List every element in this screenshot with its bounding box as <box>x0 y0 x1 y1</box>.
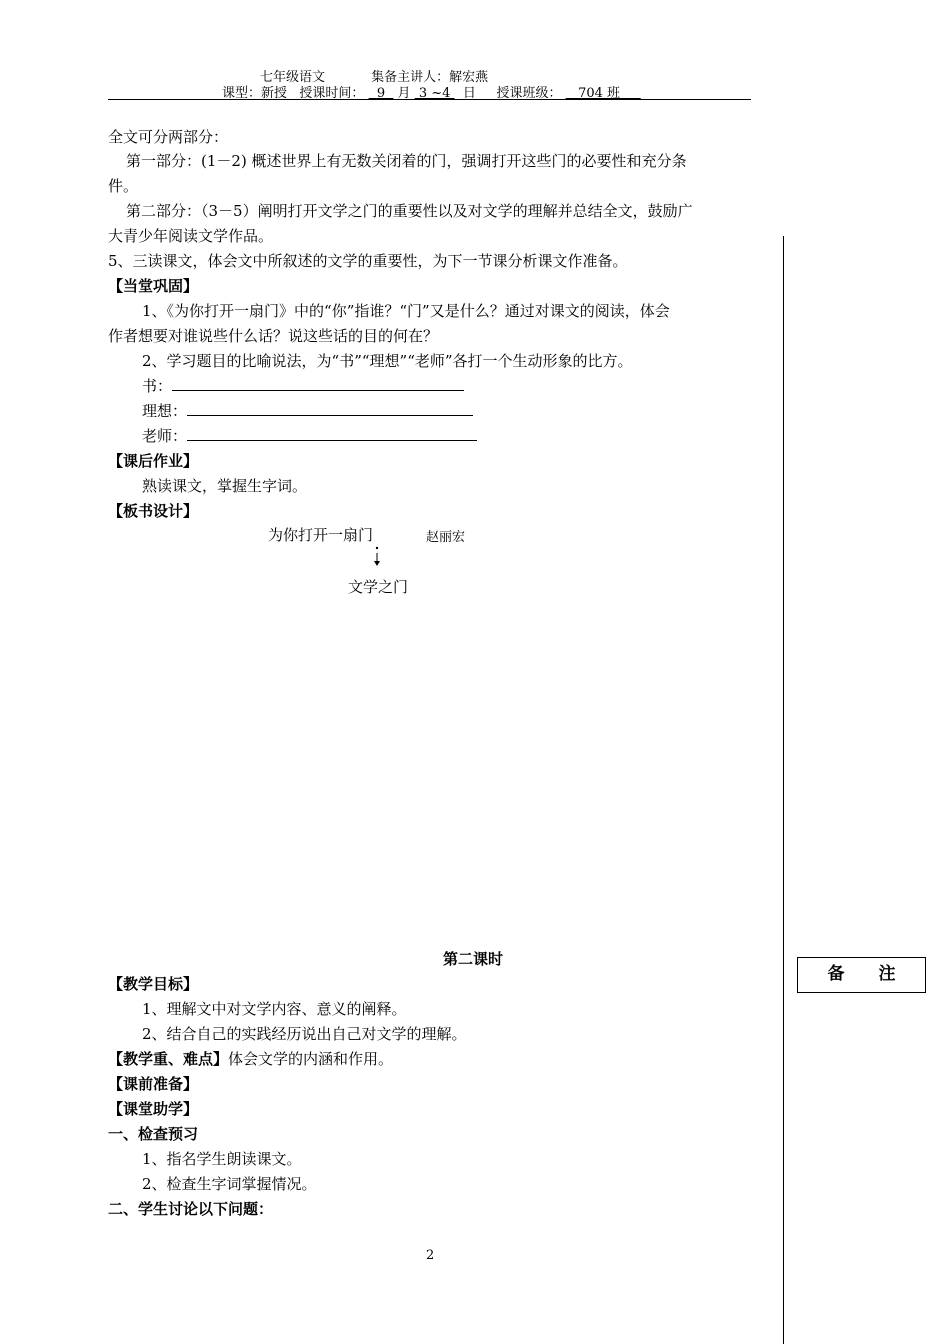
header-time-label: 授课时间： <box>299 86 365 101</box>
header-rule <box>108 99 751 100</box>
key-points-text: 体会文学的内涵和作用。 <box>228 1050 394 1068</box>
board-title: 为你打开一扇门 <box>268 526 374 544</box>
key-points-row <box>108 1049 753 1069</box>
blank-book-label: 书： <box>142 377 173 395</box>
goal-2: 2、结合自己的实践经历说出自己对文学的理解。 <box>142 1025 467 1043</box>
heading-assist: 【课堂助学】 <box>108 1100 199 1118</box>
check-item-2: 2、检查生字词掌握情况。 <box>142 1175 317 1193</box>
para-part2-cont: 大青少年阅读文学作品。 <box>108 227 274 245</box>
header-class-value: 704 班 <box>578 86 621 101</box>
question-1-cont: 作者想要对谁说些什么话？说这些话的目的何在？ <box>108 327 439 345</box>
blank-ideal-row <box>108 401 787 421</box>
heading-consolidate: 【当堂巩固】 <box>108 277 199 295</box>
header-day: 3 ~4 <box>418 86 451 101</box>
question-1: 1、《为你打开一扇门》中的“你”指谁？“门”又是什么？通过对课文的阅读，体会 <box>142 302 670 320</box>
heading-goals: 【教学目标】 <box>108 975 199 993</box>
board-author: 赵丽宏 <box>426 530 466 545</box>
header-month: 9 <box>376 86 386 101</box>
homework-text: 熟读课文，掌握生字词。 <box>142 477 308 495</box>
heading-key-points: 【教学重、难点】 <box>108 1050 229 1068</box>
blank-book-row <box>108 376 787 396</box>
down-arrow-icon <box>371 546 383 568</box>
para-part1: 第一部分：(1－2) 概述世界上有无数关闭着的门，强调打开这些门的必要性和充分条 <box>126 152 687 170</box>
header-class-label: 授课班级： <box>496 86 562 101</box>
goal-1: 1、理解文中对文学内容、意义的阐释。 <box>142 1000 407 1018</box>
para-structure: 全文可分两部分： <box>108 128 229 146</box>
para-step5: 5、三读课文，体会文中所叙述的文学的重要性，为下一节课分析课文作准备。 <box>108 252 628 270</box>
header-presenter: 集备主讲人：解宏燕 <box>371 70 489 85</box>
blank-teacher-line <box>187 426 477 441</box>
question-2: 2、学习题目的比喻说法，为“书”“理想”“老师”各打一个生动形象的比方。 <box>142 352 633 370</box>
heading-homework: 【课后作业】 <box>108 452 199 470</box>
heading-prep: 【课前准备】 <box>108 1075 199 1093</box>
remark-box: 备 注 <box>797 957 926 993</box>
blank-teacher-label: 老师： <box>142 427 188 445</box>
header-type: 课型：新授 <box>222 86 288 101</box>
blank-teacher-row <box>108 426 787 446</box>
blank-ideal-label: 理想： <box>142 402 188 420</box>
blank-ideal-line <box>187 401 473 416</box>
lesson-2-title: 第二课时 <box>443 950 504 968</box>
header-subject: 七年级语文 <box>260 70 326 85</box>
para-part2: 第二部分：（3－5）阐明打开文学之门的重要性以及对文学的理解并总结全文，鼓励广 <box>126 202 693 220</box>
check-item-1: 1、指名学生朗读课文。 <box>142 1150 302 1168</box>
para-part1-cont: 件。 <box>108 177 139 195</box>
header-month-unit: 月 <box>397 86 411 101</box>
page-number: 2 <box>426 1248 435 1263</box>
heading-board: 【板书设计】 <box>108 502 199 520</box>
blank-book-line <box>172 376 464 391</box>
header-day-unit: 日 <box>462 86 476 101</box>
board-result: 文学之门 <box>348 578 409 596</box>
section-check-preview: 一、检查预习 <box>108 1125 199 1143</box>
section-discussion: 二、学生讨论以下问题： <box>108 1200 274 1218</box>
